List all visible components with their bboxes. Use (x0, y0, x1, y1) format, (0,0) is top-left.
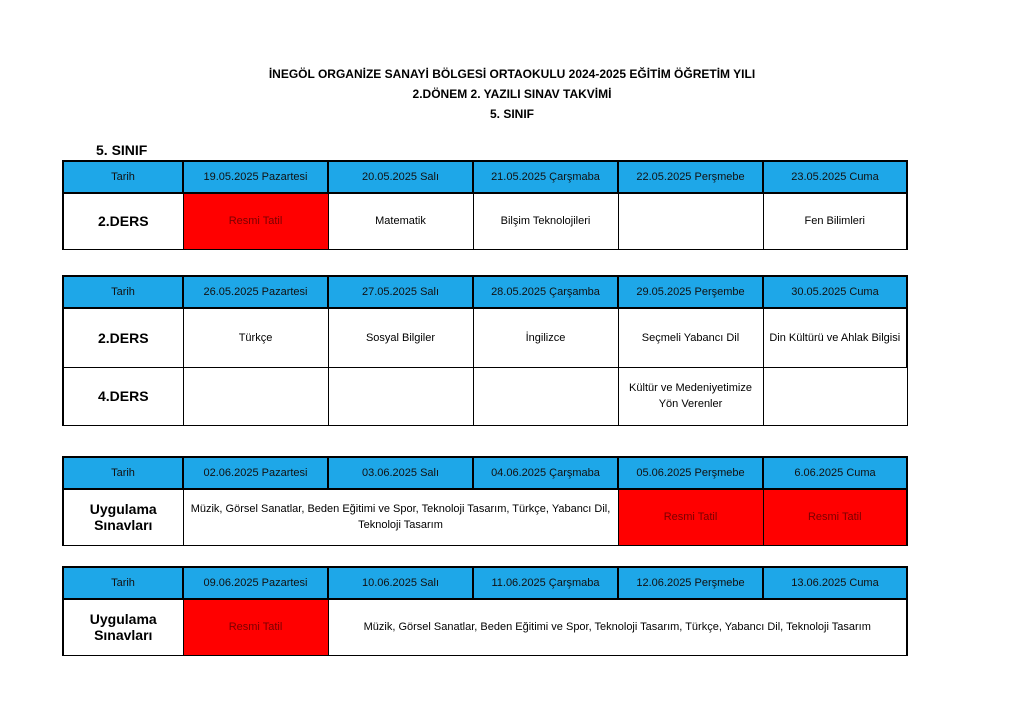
date-header-row (63, 457, 907, 489)
exam-cell: Sosyal Bilgiler (328, 308, 473, 367)
schedule-table-week4 (62, 566, 908, 656)
date-cell: 6.06.2025 Cuma (763, 457, 907, 489)
row-label: Uygulama Sınavları (63, 599, 183, 655)
date-cell: 23.05.2025 Cuma (763, 161, 907, 193)
practical-exams-cell: Müzik, Görsel Sanatlar, Beden Eğitimi ve Spor, Teknoloji Tasarım, Türkçe, Yabancı Dil, Teknoloji Tasarım (183, 489, 618, 545)
date-cell: 20.05.2025 Salı (328, 161, 473, 193)
date-header-row (63, 276, 907, 308)
table-row (63, 599, 907, 655)
date-cell: 13.06.2025 Cuma (763, 567, 907, 599)
date-cell: 05.06.2025 Perşmebe (618, 457, 763, 489)
table-row (63, 489, 907, 545)
date-cell: 30.05.2025 Cuma (763, 276, 907, 308)
date-cell: 26.05.2025 Pazartesi (183, 276, 328, 308)
schedule-table-week2 (62, 275, 908, 426)
date-cell: 29.05.2025 Perşembe (618, 276, 763, 308)
exam-cell (328, 367, 473, 425)
date-cell: 19.05.2025 Pazartesi (183, 161, 328, 193)
row-label: 2.DERS (63, 308, 183, 367)
date-cell: 21.05.2025 Çarşmaba (473, 161, 618, 193)
date-cell: 04.06.2025 Çarşmaba (473, 457, 618, 489)
date-cell: 10.06.2025 Salı (328, 567, 473, 599)
row-label: Uygulama Sınavları (63, 489, 183, 545)
exam-cell (183, 367, 328, 425)
holiday-cell: Resmi Tatil (763, 489, 907, 545)
schedule-table-week3 (62, 456, 908, 546)
grade-title: 5. SINIF (489, 107, 534, 121)
date-cell: 03.06.2025 Salı (328, 457, 473, 489)
table-row (63, 193, 907, 249)
practical-exams-cell: Müzik, Görsel Sanatlar, Beden Eğitimi ve Spor, Teknoloji Tasarım, Türkçe, Yabancı Dil, Teknoloji Tasarım (328, 599, 907, 655)
date-cell: 02.06.2025 Pazartesi (183, 457, 328, 489)
date-cell: 28.05.2025 Çarşamba (473, 276, 618, 308)
date-cell: 22.05.2025 Perşmebe (618, 161, 763, 193)
date-header-row (63, 567, 907, 599)
date-header-row (63, 161, 907, 193)
table-row (63, 308, 907, 367)
exam-cell (763, 367, 907, 425)
row-label: 2.DERS (63, 193, 183, 249)
date-label: Tarih (63, 161, 183, 193)
holiday-cell: Resmi Tatil (618, 489, 763, 545)
holiday-cell: Resmi Tatil (183, 193, 328, 249)
date-label: Tarih (63, 567, 183, 599)
row-label: 4.DERS (63, 367, 183, 425)
date-cell: 12.06.2025 Perşmebe (618, 567, 763, 599)
schedule-table-week1 (62, 160, 908, 250)
exam-cell: İngilizce (473, 308, 618, 367)
exam-title: 2.DÖNEM 2. YAZILI SINAV TAKVİMİ (412, 87, 612, 101)
table-row (63, 367, 907, 425)
document-header (0, 64, 1024, 124)
exam-cell: Türkçe (183, 308, 328, 367)
holiday-cell: Resmi Tatil (183, 599, 328, 655)
date-cell: 27.05.2025 Salı (328, 276, 473, 308)
date-label: Tarih (63, 457, 183, 489)
date-cell: 09.06.2025 Pazartesi (183, 567, 328, 599)
exam-cell: Seçmeli Yabancı Dil (618, 308, 763, 367)
exam-cell: Kültür ve Medeniyetimize Yön Verenler (618, 367, 763, 425)
exam-cell: Matematik (328, 193, 473, 249)
exam-cell: Din Kültürü ve Ahlak Bilgisi (763, 308, 907, 367)
exam-cell (618, 193, 763, 249)
school-title: İNEGÖL ORGANİZE SANAYİ BÖLGESİ ORTAOKULU 2024-2025 EĞİTİM ÖĞRETİM YILI (268, 67, 756, 81)
exam-cell: Fen Bilimleri (763, 193, 907, 249)
exam-cell: Bilşim Teknolojileri (473, 193, 618, 249)
exam-cell (473, 367, 618, 425)
date-cell: 11.06.2025 Çarşmaba (473, 567, 618, 599)
class-label: 5. SINIF (96, 142, 148, 158)
date-label: Tarih (63, 276, 183, 308)
